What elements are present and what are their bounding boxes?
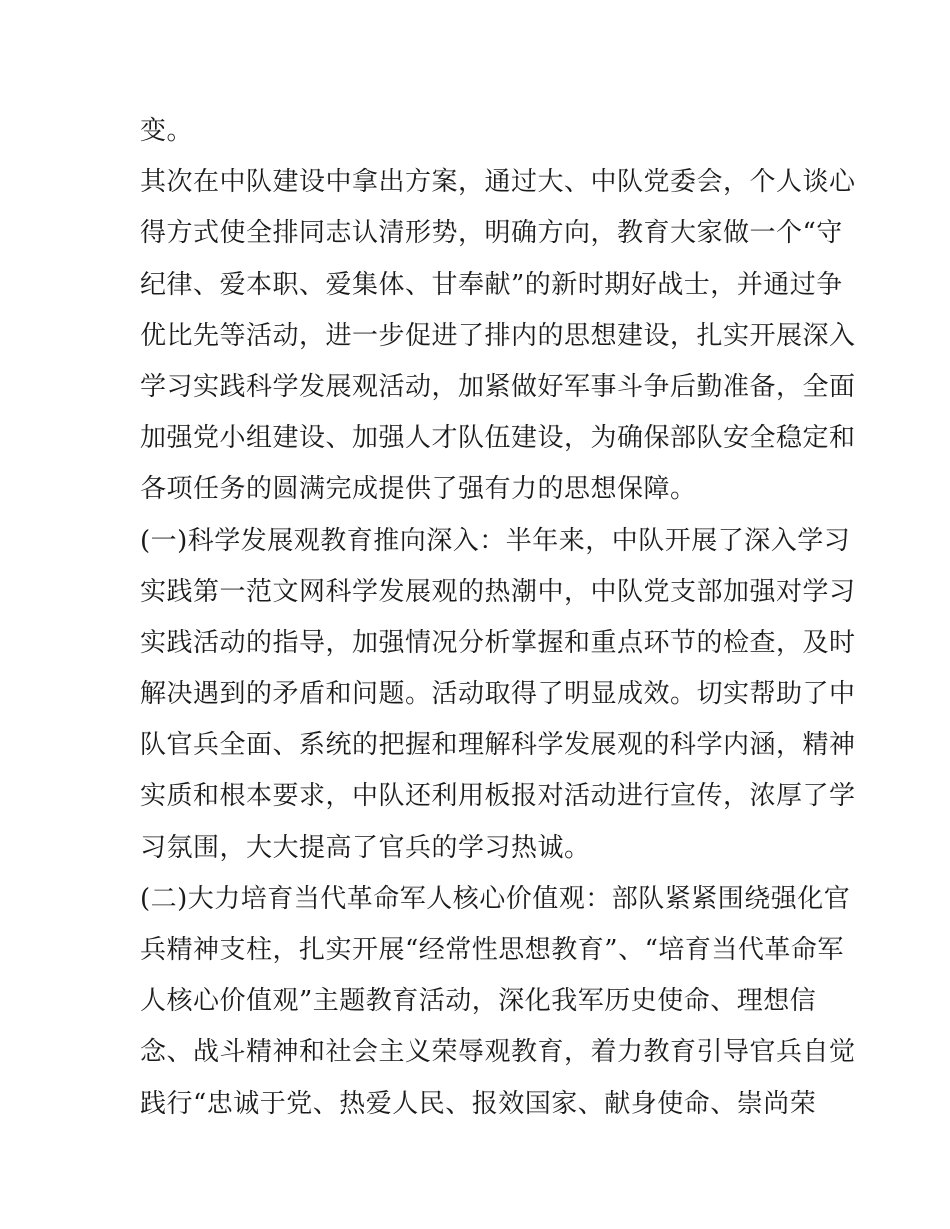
- text-line: (一)科学发展观教育推向深入：半年来，中队开展了深入学习: [140, 525, 851, 556]
- text-line: 实质和根本要求，中队还利用板报对活动进行宣传，浓厚了学: [140, 781, 856, 812]
- text-line: 变。: [140, 116, 194, 146]
- text-line: 其次在中队建设中拿出方案，通过大、中队党委会，个人谈心: [140, 167, 856, 198]
- body-text: [140, 106, 856, 1130]
- text-line: 得方式使全排同志认清形势，明确方向，教育大家做一个“守: [140, 218, 843, 249]
- text-line: 兵精神支柱，扎实开展“经常性思想教育”、“培育当代革命军: [140, 935, 844, 965]
- text-line: 学习实践科学发展观活动，加紧做好军事斗争后勤准备，全面: [140, 371, 856, 402]
- text-line: 加强党小组建设、加强人才队伍建设，为确保部队安全稳定和: [140, 423, 856, 454]
- text-line: 各项任务的圆满完成提供了强有力的思想保障。: [140, 474, 697, 505]
- text-line: 习氛围，大大提高了官兵的学习热诚。: [140, 832, 591, 863]
- text-line: 实践第一范文网科学发展观的热潮中，中队党支部加强对学习: [140, 576, 856, 607]
- text-line: 队官兵全面、系统的把握和理解科学发展观的科学内涵，精神: [140, 730, 856, 761]
- text-line: 实践活动的指导，加强情况分析掌握和重点环节的检查，及时: [140, 627, 856, 658]
- text-line: 念、战斗精神和社会主义荣辱观教育，着力教育引导官兵自觉: [140, 1037, 856, 1068]
- text-line: 人核心价值观”主题教育活动，深化我军历史使命、理想信: [140, 986, 817, 1017]
- text-line: 优比先等活动，进一步促进了排内的思想建设，扎实开展深入: [140, 320, 856, 351]
- text-line: (二)大力培育当代革命军人核心价值观：部队紧紧围绕强化官: [140, 883, 851, 914]
- text-line: 践行“忠诚于党、热爱人民、报效国家、献身使命、崇尚荣: [140, 1088, 817, 1119]
- text-line: 纪律、爱本职、爱集体、甘奉献”的新时期好战士，并通过争: [140, 269, 843, 300]
- text-line: 解决遇到的矛盾和问题。活动取得了明显成效。切实帮助了中: [140, 679, 856, 710]
